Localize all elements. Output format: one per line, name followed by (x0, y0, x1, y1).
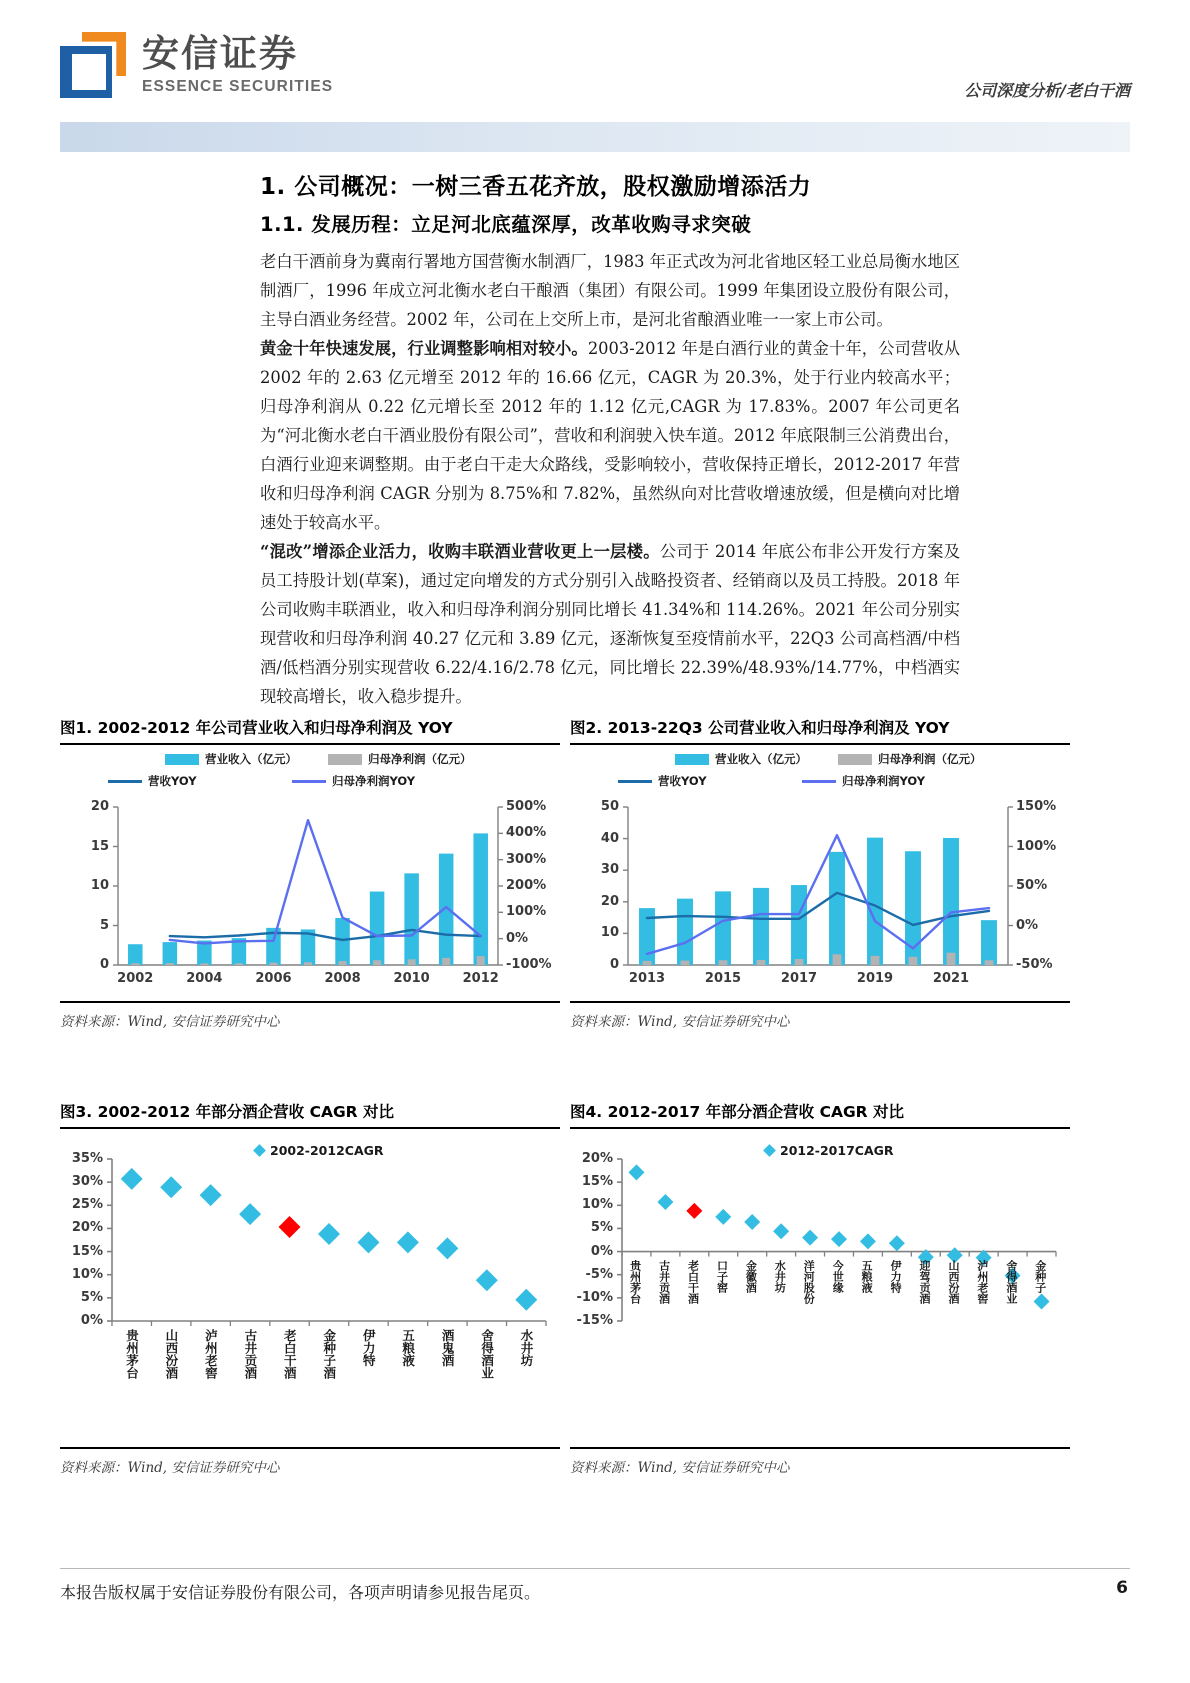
x-axis-tick-label: 2013 (628, 971, 666, 986)
scatter-marker (889, 1235, 905, 1251)
chart-bar (643, 961, 652, 965)
legend-label: 营业收入（亿元） (715, 752, 807, 766)
scatter-marker (121, 1168, 143, 1190)
y-axis-tick-label: 35% (71, 1151, 103, 1166)
chart-bar (477, 956, 485, 965)
y2-axis-tick-label: 100% (506, 904, 547, 920)
x-axis-tick-label: 2019 (856, 971, 894, 986)
y2-axis-tick-label: 0% (1016, 917, 1039, 933)
section-heading-1-1: 1.1. 发展历程：立足河北底蕴深厚，改革收购寻求突破 (260, 213, 752, 236)
scatter-marker (744, 1214, 760, 1230)
chart-line (170, 930, 481, 940)
chart-line (170, 820, 481, 943)
y-axis-tick-label: 5% (590, 1220, 613, 1236)
chart-bar (404, 873, 419, 965)
chart-bar (681, 961, 690, 965)
y2-axis-tick-label: 300% (506, 851, 547, 867)
logo-chinese-name: 安信证券 (142, 32, 298, 76)
x-axis-category-label: 金徽酒 (744, 1259, 758, 1293)
y-axis-tick-label: 10 (600, 925, 619, 941)
y-axis-tick-label: 15% (581, 1174, 613, 1190)
figure-2-body (570, 745, 1070, 1003)
scatter-marker (239, 1203, 261, 1225)
x-axis-tick-label: 2015 (704, 971, 742, 986)
x-axis-category-label: 老白干酒 (282, 1329, 298, 1379)
y-axis-tick-label: 5 (99, 917, 109, 933)
x-axis-category-label: 舍得酒业 (479, 1329, 495, 1379)
x-axis-category-label: 洋河股份 (802, 1259, 816, 1304)
figure-2-title: 图2. 2013-22Q3 公司营业收入和归母净利润及 YOY (570, 716, 1070, 745)
y-axis-tick-label: 10% (581, 1197, 613, 1213)
paragraph-mixed-reform (260, 537, 960, 711)
y-axis-tick-label: 25% (71, 1197, 103, 1213)
figure-1-body (60, 745, 560, 1003)
chart-bar (871, 956, 880, 965)
chart-line (647, 835, 989, 954)
chart-line (647, 893, 989, 925)
y2-axis-tick-label: 150% (1016, 799, 1057, 814)
x-axis-category-label: 金种子 (1033, 1259, 1047, 1293)
figure-1-chart (60, 745, 560, 1003)
legend-label: 归母净利润YOY (842, 774, 926, 788)
chart-svg (570, 1129, 1070, 1449)
x-axis-category-label: 五粮液 (860, 1259, 874, 1293)
legend-label: 营收YOY (148, 774, 197, 788)
y-axis-tick-label: 0 (99, 957, 109, 972)
x-axis-category-label: 水井坊 (773, 1259, 787, 1293)
figure-3-body (60, 1129, 560, 1449)
chart-bar (985, 960, 994, 965)
legend-label: 营业收入（亿元） (205, 752, 297, 766)
chart-bar (677, 899, 693, 965)
chart-bar (339, 961, 347, 965)
chart-bar (719, 960, 728, 965)
chart-bar (200, 963, 208, 965)
y-axis-tick-label: -15% (576, 1313, 613, 1328)
scatter-marker (160, 1176, 182, 1198)
chart-bar (304, 962, 312, 965)
scatter-marker (476, 1269, 498, 1291)
y2-axis-tick-label: 0% (506, 930, 529, 946)
legend-label: 归母净利润（亿元） (878, 752, 982, 766)
figure-3 (60, 1100, 560, 1476)
x-axis-tick-label: 2004 (186, 971, 223, 986)
page-number: 6 (1116, 1578, 1128, 1598)
scatter-marker (200, 1184, 222, 1206)
chart-bar (943, 838, 959, 965)
header-decorative-band (60, 122, 1130, 152)
x-axis-category-label: 贵州茅台 (628, 1259, 642, 1304)
chart-bar (128, 944, 143, 965)
chart-bar (235, 963, 243, 965)
figure-4 (570, 1100, 1070, 1476)
figure-1-title: 图1. 2002-2012 年公司营业收入和归母净利润及 YOY (60, 716, 560, 745)
y-axis-tick-label: 40 (600, 830, 619, 846)
y-axis-tick-label: 20% (581, 1151, 613, 1166)
chart-bar (757, 960, 766, 965)
scatter-marker (318, 1223, 340, 1245)
y-axis-tick-label: 15% (71, 1243, 103, 1259)
chart-bar (442, 958, 450, 965)
y2-axis-tick-label: 500% (506, 799, 547, 814)
chart-bar (131, 963, 139, 965)
figure-3-chart (60, 1129, 560, 1449)
y-axis-tick-label: 20% (71, 1220, 103, 1236)
y-axis-tick-label: 5% (80, 1289, 103, 1305)
figure-4-chart (570, 1129, 1070, 1449)
chart-bar (867, 838, 883, 965)
section-heading-1: 1. 公司概况：一树三香五花齐放，股权激励增添活力 (260, 174, 812, 200)
paragraph-history: 老白干酒前身为冀南行署地方国营衡水制酒厂，1983 年正式改为河北省地区轻工业总局衡水地区制酒厂，1996 年成立河北衡水老白干酿酒（集团）有限公司。1999 年集团设立股份有限公司，主导白酒业务经营。2002 年，公司在上交所上市，是河北省酿酒业唯一一家上市公司。 (260, 252, 960, 329)
chart-bar (473, 833, 488, 965)
figure-4-body (570, 1129, 1070, 1449)
chart-bar (753, 888, 769, 965)
y2-axis-tick-label: -50% (1016, 957, 1053, 972)
paragraph-golden-decade (260, 334, 960, 537)
scatter-marker (657, 1194, 673, 1210)
x-axis-tick-label: 2010 (393, 971, 430, 986)
article-content (60, 168, 1130, 711)
x-axis-category-label: 水井坊 (519, 1329, 535, 1367)
x-axis-category-label: 伊力特 (889, 1259, 903, 1293)
x-axis-category-label: 山西汾酒 (946, 1259, 960, 1304)
y-axis-tick-label: 30 (600, 862, 619, 878)
figure-1 (60, 716, 560, 1030)
x-axis-category-label: 老白干酒 (686, 1259, 700, 1304)
x-axis-tick-label: 2006 (255, 971, 292, 986)
scatter-marker (436, 1237, 458, 1259)
y-axis-tick-label: 0 (609, 957, 619, 972)
y-axis-tick-label: 50 (600, 799, 619, 814)
x-axis-tick-label: 2012 (462, 971, 499, 986)
chart-bar (981, 920, 997, 965)
scatter-marker (715, 1209, 731, 1225)
scatter-marker (397, 1231, 419, 1253)
scatter-marker (357, 1231, 379, 1253)
chart-bar (909, 957, 918, 965)
x-axis-category-label: 伊力特 (361, 1329, 377, 1367)
scatter-marker (860, 1233, 876, 1249)
chart-bar (335, 918, 350, 965)
figure-3-title: 图3. 2002-2012 年部分酒企营收 CAGR 对比 (60, 1100, 560, 1129)
legend-label: 归母净利润（亿元） (368, 752, 472, 766)
scatter-marker (802, 1230, 818, 1246)
chart-bar (408, 959, 416, 965)
x-axis-category-label: 古井贡酒 (242, 1329, 258, 1379)
chart-bar (166, 963, 174, 965)
x-axis-category-label: 泸州老窖 (975, 1259, 989, 1304)
legend-label: 归母净利润YOY (332, 774, 416, 788)
scatter-marker (831, 1231, 847, 1247)
scatter-marker (279, 1216, 301, 1238)
figure-4-title: 图4. 2012-2017 年部分酒企营收 CAGR 对比 (570, 1100, 1070, 1129)
y-axis-tick-label: 0% (80, 1313, 103, 1328)
x-axis-category-label: 口子窖 (715, 1259, 729, 1293)
scatter-marker (686, 1203, 702, 1219)
figure-2-source: 资料来源：Wind, 安信证券研究中心 (570, 1014, 790, 1030)
chart-bar (373, 960, 381, 965)
paragraph-golden-decade-body: 2003-2012 年是白酒行业的黄金十年，公司营收从 2002 年的 2.63 亿元增至 2012 年的 16.66 亿元，CAGR 为 20.3%，处于行业内较高水平；归母净利润从 0.22 亿元增长至 2012 年的 1.12 亿元,CAGR 为 17.83%。2007 年公司更名为“河北衡水老白干酒业股份有限公司”，营收和利润驶入快车道。2012 年底限制三公消费出台，白酒行业迎来调整期。由于老白干走大众路线，受影响较小，营收保持正增长，2012-2017 年营收和归母净利润 CAGR 分别为 8.75%和 7.82%，虽然纵向对比营收增速放缓，但是横向对比增速处于较高水平。 (260, 339, 961, 532)
chart-bar (829, 852, 845, 965)
x-axis-category-label: 迎驾贡酒 (918, 1259, 932, 1304)
y-axis-tick-label: 0% (590, 1243, 613, 1259)
figure-2 (570, 716, 1070, 1030)
figure-3-source: 资料来源：Wind, 安信证券研究中心 (60, 1460, 280, 1476)
x-axis-tick-label: 2002 (117, 971, 154, 986)
chart-bar (715, 891, 731, 965)
scatter-marker (773, 1223, 789, 1239)
paragraph-mixed-reform-body: 公司于 2014 年底公布非公开发行方案及员工持股计划(草案)，通过定向增发的方式分别引入战略投资者、经销商以及员工持股。2018 年公司收购丰联酒业，收入和归母净利润分别同比增长 41.34%和 114.26%。2021 年公司分别实现营收和归母净利润 40.27 亿元和 3.89 亿元，逐渐恢复至疫情前水平，22Q3 公司高档酒/中档酒/低档酒分别实现营收 6.22/4.16/2.78 亿元，同比增长 22.39%/48.93%/14.77%，中档酒实现较高增长，收入稳步提升。 (260, 542, 960, 706)
chart-bar (795, 959, 804, 965)
page-header (0, 0, 1190, 122)
y2-axis-tick-label: 50% (1016, 878, 1048, 893)
legend-label: 营收YOY (658, 774, 707, 788)
chart-bar (370, 892, 385, 965)
scatter-marker (1034, 1294, 1050, 1310)
figure-4-source: 资料来源：Wind, 安信证券研究中心 (570, 1460, 790, 1476)
x-axis-tick-label: 2008 (324, 971, 361, 986)
chart-bar (833, 954, 842, 965)
chart-bar (163, 942, 178, 965)
footer-copyright: 本报告版权属于安信证券股份有限公司，各项声明请参见报告尾页。 (60, 1583, 541, 1602)
company-logo (60, 32, 333, 98)
chart-svg (60, 745, 560, 1003)
x-axis-category-label: 五粮液 (400, 1329, 416, 1367)
legend-label: 2012-2017CAGR (780, 1143, 894, 1158)
figure-2-chart (570, 745, 1070, 1003)
y-axis-tick-label: 20 (600, 893, 619, 909)
x-axis-category-label: 酒鬼酒 (440, 1329, 456, 1367)
y2-axis-tick-label: 200% (506, 878, 547, 893)
chart-bar (791, 885, 807, 965)
y-axis-tick-label: 10% (71, 1266, 103, 1282)
y-axis-tick-label: 10 (90, 878, 109, 893)
x-axis-category-label: 贵州茅台 (124, 1329, 140, 1379)
chart-bar (947, 953, 956, 965)
x-axis-category-label: 古井贡酒 (657, 1259, 671, 1304)
paragraph-golden-decade-lead: 黄金十年快速发展，行业调整影响相对较小。 (260, 339, 588, 358)
footer-divider (60, 1568, 1130, 1569)
chart-svg (570, 745, 1070, 1003)
scatter-marker (515, 1289, 537, 1311)
scatter-marker (628, 1164, 644, 1180)
x-axis-category-label: 山西汾酒 (163, 1329, 179, 1379)
x-axis-tick-label: 2021 (932, 971, 970, 986)
x-axis-category-label: 舍得酒业 (1004, 1259, 1018, 1304)
y-axis-tick-label: -10% (576, 1289, 613, 1305)
figure-1-source: 资料来源：Wind, 安信证券研究中心 (60, 1014, 280, 1030)
x-axis-category-label: 泸州老窖 (203, 1329, 219, 1379)
y2-axis-tick-label: -100% (506, 957, 552, 972)
chart-svg (60, 1129, 560, 1449)
x-axis-category-label: 今世缘 (831, 1259, 845, 1293)
logo-english-name: ESSENCE SECURITIES (142, 78, 334, 96)
logo-mark-icon (60, 32, 128, 98)
y2-axis-tick-label: 100% (1016, 838, 1057, 854)
chart-bar (269, 963, 277, 965)
paragraph-mixed-reform-lead: “混改”增添企业活力，收购丰联酒业营收更上一层楼。 (260, 542, 660, 561)
y-axis-tick-label: 20 (90, 799, 109, 814)
y2-axis-tick-label: 400% (506, 825, 547, 841)
y-axis-tick-label: -5% (585, 1266, 613, 1282)
chart-bar (439, 854, 454, 965)
report-category-label: 公司深度分析/老白干酒 (964, 81, 1130, 100)
y-axis-tick-label: 30% (71, 1174, 103, 1190)
x-axis-category-label: 金种子酒 (321, 1329, 337, 1379)
y-axis-tick-label: 15 (90, 838, 109, 854)
legend-label: 2002-2012CAGR (270, 1143, 384, 1158)
x-axis-tick-label: 2017 (780, 971, 818, 986)
